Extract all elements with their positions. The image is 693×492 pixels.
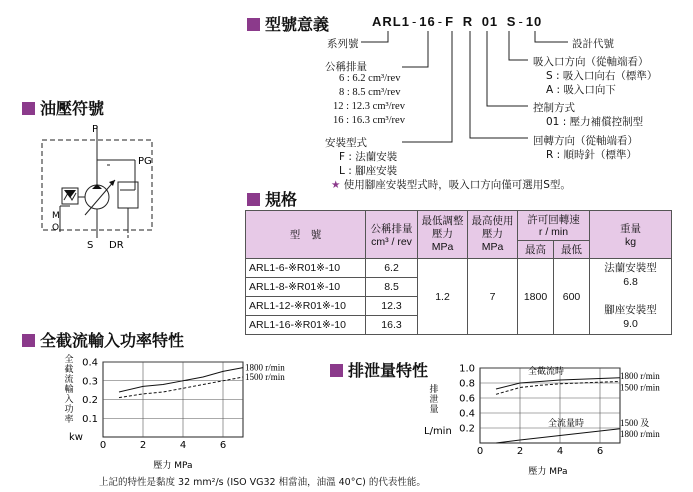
- cell-speed-min: 600: [554, 259, 590, 335]
- chart-annotation: 全流量時: [548, 418, 585, 429]
- legend-label: 1800 r/min: [620, 428, 660, 439]
- cell-model: ARL1-12-※R01※-10: [246, 297, 366, 316]
- y-axis-label: [64, 353, 82, 443]
- port-pg-label: PG: [138, 156, 152, 167]
- y-tick-label: 1.0: [459, 363, 475, 375]
- code-series: ARL1: [372, 14, 410, 29]
- input-power-chart: [55, 352, 295, 472]
- code-design: 10: [525, 14, 543, 29]
- y-tick-label: 0.1: [82, 413, 98, 425]
- y-tick-label: 0.2: [82, 395, 98, 406]
- model-code: ARL1 - 16 - F R 01 S - 10: [372, 14, 543, 29]
- table-row: [246, 259, 672, 278]
- rotation-option: R : 順時針（標準）: [546, 149, 638, 161]
- y-tick-label: 0.2: [459, 423, 475, 435]
- header-speed-min: 最低: [554, 241, 590, 259]
- x-tick-label: 2: [516, 446, 524, 457]
- displacement-title: 公稱排量: [325, 61, 367, 73]
- cell-displacement: 6.2: [366, 259, 418, 278]
- y-tick-label: 0.4: [459, 408, 475, 420]
- code-control: 01: [481, 14, 499, 29]
- displacement-option: 12 : 12.3 cm³/rev: [333, 101, 405, 112]
- control-title: 控制方式: [533, 102, 575, 114]
- suction-option: A : 吸入口向下: [546, 84, 616, 96]
- section-bullet-icon: [22, 102, 35, 115]
- x-tick-label: 4: [179, 440, 187, 451]
- input-power-section-title: 全截流輸入功率特性: [22, 328, 184, 351]
- section-bullet-icon: [22, 334, 35, 347]
- y-tick-label: 0.4: [82, 357, 98, 369]
- port-p-label: P: [92, 124, 99, 135]
- y-label-char: 率: [64, 415, 74, 425]
- hydraulic-symbol: [30, 120, 180, 250]
- model-section-title: 型號意義: [247, 12, 329, 35]
- code-mounting: F: [445, 14, 455, 29]
- section-bullet-icon: [247, 193, 260, 206]
- suction-option: S : 吸入口向右（標準）: [546, 70, 658, 82]
- code-rotation: R: [462, 14, 474, 29]
- x-tick-label: 0: [99, 440, 107, 451]
- mounting-note: ★ 使用腳座安裝型式時，吸入口方向僅可選用S型。: [331, 179, 571, 191]
- y-label-char: 全: [64, 355, 74, 365]
- cell-displacement: 8.5: [366, 278, 418, 297]
- y-unit-label: kw: [69, 432, 83, 443]
- drain-section-title: 排泄量特性: [330, 358, 428, 381]
- y-label-char: 排: [429, 385, 439, 395]
- spec-section-title: 規格: [247, 187, 297, 210]
- displacement-option: 8 : 8.5 cm³/rev: [339, 87, 401, 98]
- series-line: [496, 378, 620, 389]
- section-bullet-icon: [330, 364, 343, 377]
- header-model: 型 號: [246, 211, 366, 259]
- x-tick-label: 6: [219, 440, 227, 451]
- y-label-char: 截: [64, 365, 74, 375]
- y-label-char: 流: [64, 375, 74, 385]
- y-label-char: 泄: [429, 395, 439, 405]
- displacement-option: 16 : 16.3 cm³/rev: [333, 115, 405, 126]
- cell-speed-max: 1800: [518, 259, 554, 335]
- motor-o-label: O: [52, 223, 60, 233]
- mounting-title: 安裝型式: [325, 137, 367, 149]
- chart-annotation: 全截流時: [528, 367, 565, 377]
- cell-min-pressure: 1.2: [418, 259, 468, 335]
- y-label-char: 輸: [64, 385, 74, 395]
- y-unit-label: L/min: [424, 426, 452, 437]
- cell-weight: 法蘭安裝型 6.8 腳座安裝型 9.0: [590, 259, 672, 335]
- design-no-label: 設計代號: [572, 38, 614, 50]
- y-axis-label: [424, 383, 452, 437]
- cell-max-pressure: 7: [468, 259, 518, 335]
- y-tick-label: 0.6: [459, 393, 475, 405]
- port-s-label: S: [87, 240, 94, 250]
- header-speed-max: 最高: [518, 241, 554, 259]
- symbol-section-title: 油壓符號: [22, 96, 104, 119]
- x-tick-label: 0: [476, 446, 484, 457]
- x-tick-label: 4: [556, 446, 564, 457]
- cell-model: ARL1-8-※R01※-10: [246, 278, 366, 297]
- drain-chart: [420, 358, 693, 478]
- y-tick-label: 0.3: [82, 376, 98, 388]
- control-option: 01 : 壓力補償控制型: [546, 116, 644, 128]
- star-icon: ★: [331, 179, 341, 191]
- series-label: 系列號: [327, 38, 359, 50]
- cell-displacement: 12.3: [366, 297, 418, 316]
- motor-m-label: M: [52, 211, 60, 221]
- code-displacement: 16: [419, 14, 436, 29]
- header-max-pressure: 最高使用壓力 MPa: [468, 211, 518, 259]
- legend-label: 1500 r/min: [245, 372, 285, 382]
- plot-frame: [480, 368, 620, 443]
- cell-displacement: 16.3: [366, 316, 418, 335]
- suction-title: 吸入口方向（從軸端看）: [533, 56, 649, 68]
- mounting-option: F : 法蘭安裝: [339, 151, 398, 163]
- y-label-char: 功: [64, 405, 74, 415]
- port-dr-label: DR: [109, 240, 124, 250]
- series-line: [496, 382, 620, 395]
- rotation-title: 回轉方向（從軸端看）: [533, 135, 638, 147]
- code-suction: S: [506, 14, 517, 29]
- legend-label: 1800 r/min: [245, 362, 285, 373]
- header-min-pressure: 最低調整壓力 MPa: [418, 211, 468, 259]
- legend-label: 1800 r/min: [620, 370, 660, 381]
- x-axis-label: 壓力 MPa: [153, 461, 193, 471]
- y-label-char: 量: [429, 405, 439, 415]
- displacement-option: 6 : 6.2 cm³/rev: [339, 73, 401, 84]
- x-tick-label: 6: [596, 446, 604, 457]
- cell-model: ARL1-16-※R01※-10: [246, 316, 366, 335]
- legend-label: 1500 r/min: [620, 382, 660, 393]
- cell-model: ARL1-6-※R01※-10: [246, 259, 366, 278]
- mounting-option: L : 腳座安裝: [339, 165, 398, 177]
- x-tick-label: 2: [139, 440, 147, 451]
- series-line: [496, 429, 620, 443]
- header-weight: 重量 kg: [590, 211, 672, 259]
- spec-table: [245, 210, 672, 335]
- header-speed: 許可回轉速 r / min: [518, 211, 590, 241]
- y-tick-label: 0.8: [459, 378, 475, 390]
- header-displacement: 公稱排量 cm³ / rev: [366, 211, 418, 259]
- legend-label: 1500 及: [620, 417, 650, 428]
- footnote: 上記的特性是黏度 32 mm²/s (ISO VG32 相當油，油溫 40°C) 的代表性能。: [99, 477, 426, 488]
- x-axis-label: 壓力 MPa: [528, 467, 568, 477]
- y-label-char: 入: [64, 395, 74, 405]
